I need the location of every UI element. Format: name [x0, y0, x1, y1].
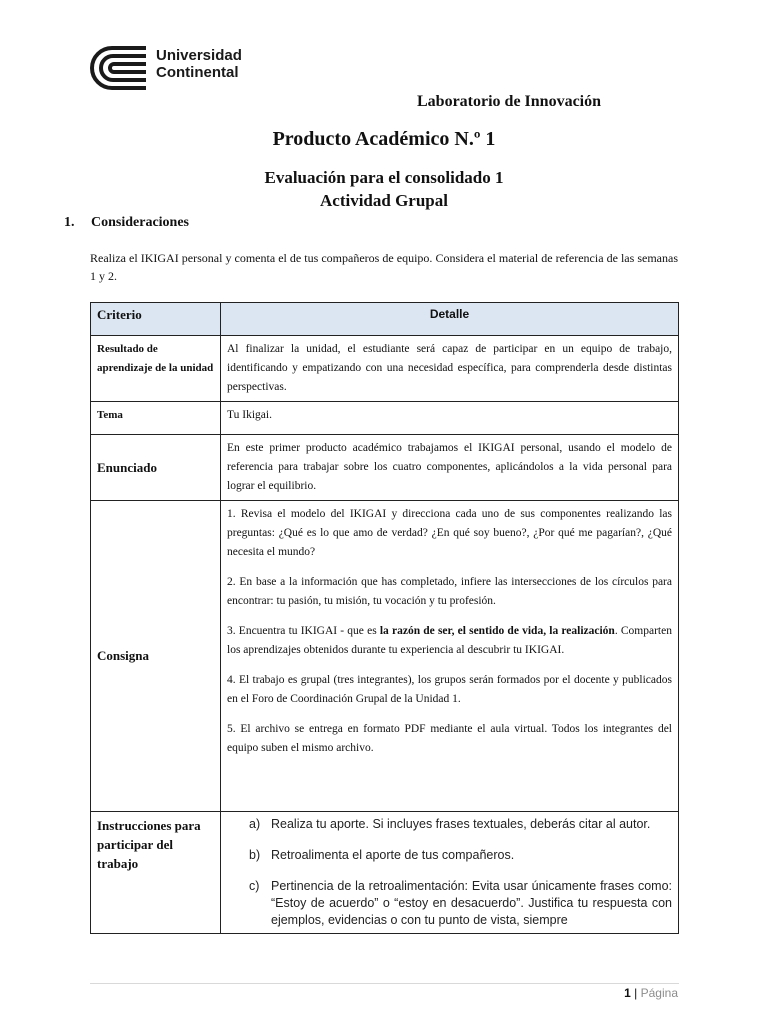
section-title: Consideraciones — [91, 215, 189, 230]
table-row-enunciado — [91, 435, 679, 501]
page-number: 1 — [624, 986, 631, 1000]
consigna-step-5: 5. El archivo se entrega en formato PDF mediante el aula virtual. Todos los integrantes del equipo suben el mismo archivo. — [227, 723, 672, 754]
evaluation-title: Evaluación para el consolidado 1 — [264, 168, 504, 187]
list-marker: b) — [249, 848, 261, 862]
list-marker: a) — [249, 817, 261, 831]
page-label: Página — [640, 986, 678, 1000]
table-row-consigna — [91, 501, 679, 812]
row-label-enunciado: Enunciado — [91, 435, 221, 501]
product-title: Producto Académico N.º 1 — [272, 128, 496, 150]
university-logo — [90, 42, 260, 94]
instructions-list — [227, 816, 672, 929]
consigna-step-3 — [227, 622, 672, 660]
logo-line-1: Universidad — [156, 47, 242, 64]
continental-logo-icon — [90, 44, 152, 92]
header-detalle: Detalle — [221, 303, 679, 336]
table-header-row — [91, 303, 679, 336]
criteria-table — [90, 302, 679, 934]
list-marker: c) — [249, 879, 260, 893]
logo-wordmark — [156, 47, 242, 81]
consigna-step-1: 1. Revisa el modelo del IKIGAI y direcciona cada uno de sus componentes realizando las preguntas: ¿Qué es lo que amo de verdad? ¿En qué soy bueno?, ¿Por qué me pagarían?, ¿Qué necesita el mundo? — [227, 508, 672, 558]
row-text-tema: Tu Ikigai. — [221, 402, 679, 435]
list-item — [227, 878, 672, 929]
footer-divider — [90, 983, 679, 984]
list-item — [227, 847, 672, 864]
row-text-resultado: Al finalizar la unidad, el estudiante será capaz de participar en un equipo de trabajo, identificando y empatizando con una necesidad específica, para comprenderla desde distintas perspectivas. — [221, 336, 679, 402]
consigna-step-3-start: 3. Encuentra tu IKIGAI - que es — [227, 625, 380, 637]
row-label-consigna: Consigna — [91, 501, 221, 812]
list-item-text: Pertinencia de la retroalimentación: Evita usar únicamente frases como: “Estoy de acuerdo” o “estoy en desacuerdo”. Justifica tu respuesta con ejemplos, evidencias o con tu punto de vista, siempre — [271, 879, 672, 927]
consigna-step-4: 4. El trabajo es grupal (tres integrantes), los grupos serán formados por el docente y publicados en el Foro de Coordinación Grupal de la Unidad 1. — [227, 674, 672, 705]
logo-line-2: Continental — [156, 64, 239, 81]
consigna-step-3-end: . Comparten los aprendizajes obtenidos durante tu experiencia al descubrir tu IKIGAI. — [227, 625, 672, 656]
list-item-text: Retroalimenta el aporte de tus compañeros. — [271, 848, 515, 862]
list-item — [227, 816, 672, 833]
list-item-text: Realiza tu aporte. Si incluyes frases textuales, deberás citar al autor. — [271, 817, 651, 831]
intro-paragraph: Realiza el IKIGAI personal y comenta el de tus compañeros de equipo. Considera el material de referencia de las semanas 1 y 2. — [90, 251, 678, 283]
row-label-tema: Tema — [91, 402, 221, 435]
row-content-instrucciones — [221, 812, 679, 934]
activity-title: Actividad Grupal — [320, 191, 448, 210]
table-row-tema — [91, 402, 679, 435]
row-label-resultado: Resultado de aprendizaje de la unidad — [91, 336, 221, 402]
table-row-instrucciones — [91, 812, 679, 934]
row-label-instrucciones: Instrucciones para participar del trabajo — [91, 812, 221, 934]
section-heading — [64, 215, 189, 231]
lab-title: Laboratorio de Innovación — [417, 93, 602, 110]
row-text-enunciado: En este primer producto académico trabajamos el IKIGAI personal, usando el modelo de referencia para trabajar sobre los cuatro componentes, aplicándolos a la vida personal para lograr el equilibrio. — [221, 435, 679, 501]
header-criterio: Criterio — [91, 303, 221, 336]
footer-separator: | — [634, 986, 638, 1000]
page-footer — [624, 986, 678, 1000]
row-content-consigna — [221, 501, 679, 812]
consigna-step-3-bold: la razón de ser, el sentido de vida, la realización — [379, 625, 615, 637]
consigna-step-2: 2. En base a la información que has completado, infiere las intersecciones de los círculos para encontrar: tu pasión, tu misión, tu vocación y tu profesión. — [227, 576, 672, 607]
section-number: 1. — [64, 215, 75, 230]
table-row-resultado — [91, 336, 679, 402]
